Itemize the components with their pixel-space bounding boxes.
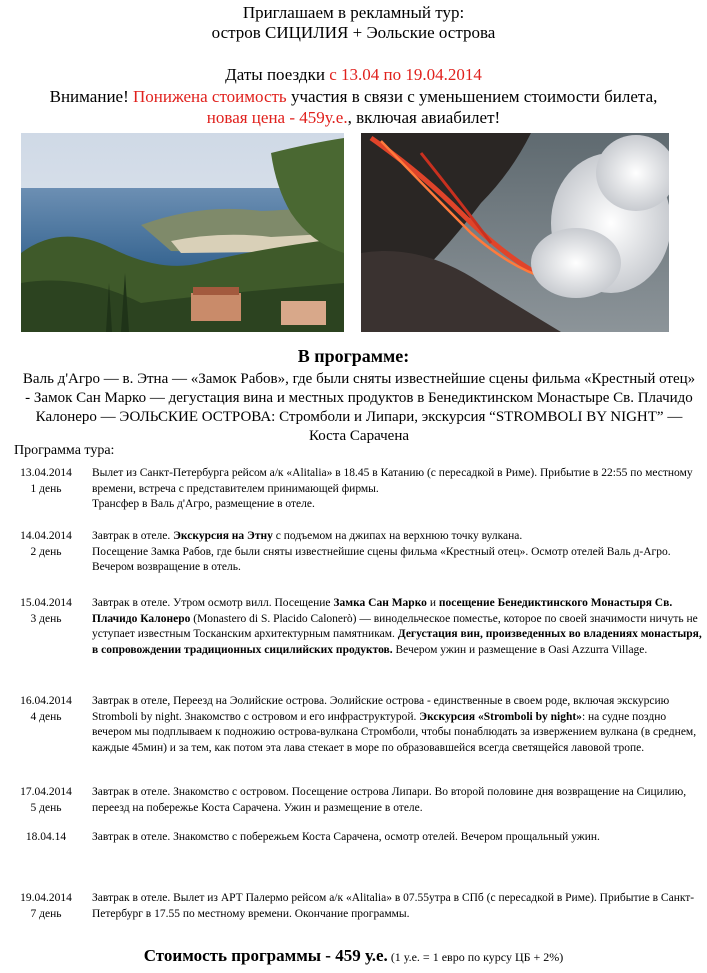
day-date: 14.04.2014 2 день	[20, 530, 72, 558]
attention-line	[0, 86, 707, 107]
attention-prefix: Внимание!	[49, 87, 133, 106]
day-date: 17.04.2014 5 день	[20, 786, 72, 814]
day-date: 18.04.14	[25, 831, 67, 843]
new-price-line	[0, 107, 707, 128]
title-line-2: остров СИЦИЛИЯ + Эольские острова	[211, 23, 496, 42]
trip-dates-value: с 13.04 по 19.04.2014	[329, 65, 482, 84]
program-price	[0, 946, 707, 966]
price-main: Стоимость программы - 459 у.е.	[143, 946, 388, 965]
day-date: 13.04.2014 1 день	[20, 467, 72, 495]
day-date: 19.04.2014 7 день	[20, 892, 72, 920]
trip-dates-label: Даты поездки	[225, 65, 330, 84]
day-text: Завтрак в отеле. Знакомство с островом. Посещение острова Липари. Во второй половине дня возвращение на Сицилию, переезд на побережье Коста Сарачена. Ужин и размещение в отеле.	[92, 786, 687, 814]
day-text: Завтрак в отеле. Утром осмотр вилл. Посещение Замка Сан Марко и посещение Бенедиктинского Монастыря Св. Плачидо Калонеро (Monastero di S. Placido Calonerò) — винодельческое поместье, которое по своей значимости ничуть не уступает известным Тосканским архитектурным памятникам. Дегустация вин, произведенных во владениях монастыря, в сопровождении традиционных сицилийских продуктов. Вечером ужин и размещение в Oasi Azzurra Village.	[92, 597, 702, 656]
program-heading: В программе:	[297, 346, 410, 366]
day-text: Вылет из Санкт-Петербурга рейсом а/к «Alitalia» в 18.45 в Катанию (с пересадкой в Риме). Прибытие в 22:55 по местному времени, встреча с представителем принимающей фирмы. Трансфер в Валь д'Агро, размещение в отеле.	[92, 467, 693, 510]
day-text: Завтрак в отеле, Переезд на Эолийские острова. Эолийские острова - единственные в своем роде, включая экскурсию Stromboli by night. Знакомство с островом и его инфраструктурой. Экскурсия «Stromboli by night»: на судне поздно вечером мы подплываем к подножию острова-вулкана Стромболи, чтобы понаблюдать за извержением вулкана (в среднем, каждые 45мин) и за тем, как потом эта лава стекает в море по образовавшейся всегда светящейся лавовой тропе.	[92, 695, 697, 754]
title-line-1: Приглашаем в рекламный тур:	[242, 3, 465, 22]
photo-row	[21, 133, 669, 332]
price-note: (1 у.е. = 1 евро по курсу ЦБ + 2%)	[387, 950, 564, 964]
day-date: 15.04.2014 3 день	[20, 597, 72, 625]
new-price-suffix: , включая авиабилет!	[347, 108, 501, 127]
attention-red: Понижена стоимость	[133, 87, 287, 106]
day-text: Завтрак в отеле. Вылет из АРТ Палермо рейсом а/к «Alitalia» в 07.55утра в СПб (с пересадкой в Риме). Прибытие в Санкт-Петербург в 17.55 по местному времени. Окончание программы.	[92, 892, 695, 920]
program-label: Программа тура:	[14, 443, 115, 458]
day-date: 16.04.2014 4 день	[20, 695, 72, 723]
new-price-red: новая цена - 459у.е.	[206, 108, 348, 127]
day-text: Завтрак в отеле. Знакомство с побережьем Коста Сарачена, осмотр отелей. Вечером прощальный ужин.	[92, 831, 600, 843]
coast-photo	[21, 133, 344, 332]
trip-dates	[0, 64, 707, 85]
volcano-lava-photo	[361, 133, 669, 332]
program-summary: Валь д'Агро — в. Этна — «Замок Рабов», где были сняты известнейшие сцены фильма «Крестный отец» - Замок Сан Марко — дегустация вина и местных продуктов в Бенедиктинском Монастыре Св. Плачидо Калонеро — ЭОЛЬСКИЕ ОСТРОВА: Стромболи и Липари, экскурсия “STROMBOLI BY NIGHT” — Коста Сарачена	[22, 371, 696, 444]
day-text: Завтрак в отеле. Экскурсия на Этну с подъемом на джипах на верхнюю точку вулкана. Посещение Замка Рабов, где были сняты известнейшие сцены фильма «Крестный отец». Осмотр отелей Валь д-Агро. Вечером возвращение в отель.	[92, 530, 671, 573]
attention-suffix: участия в связи с уменьшением стоимости билета,	[286, 87, 658, 106]
